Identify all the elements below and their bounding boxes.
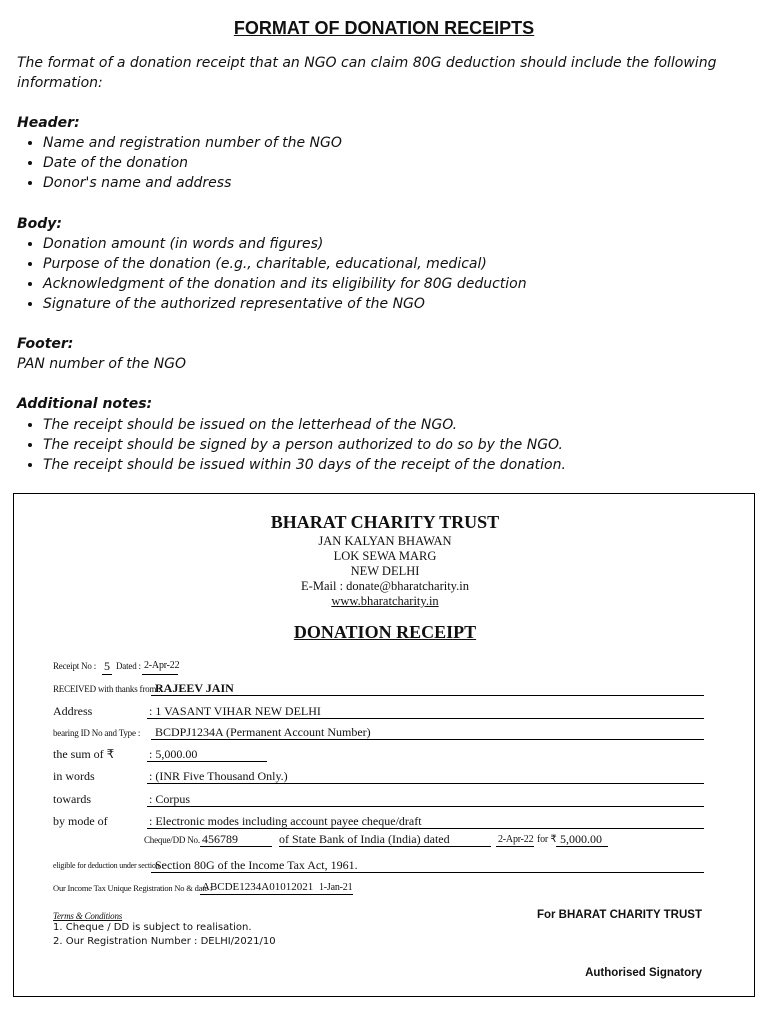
page-title: FORMAT OF DONATION RECEIPTS [233,18,535,38]
website-link[interactable]: www.bharatcharity.in [331,594,439,608]
receipt-date: 2-Apr-22 [144,660,180,671]
intro-paragraph: The format of a donation receipt that an NGO can claim 80G deduction should include the following information: [17,55,717,91]
email-line: E-Mail : donate@bharatcharity.in [301,579,469,593]
dated-label: Dated : [116,661,141,671]
authorised-signatory: Authorised Signatory [585,967,702,979]
registration-date: 1-Jan-21 [319,882,353,893]
towards-label: towards [53,792,91,806]
list-item: • Name and registration number of the NGO [43,133,342,153]
received-label: RECEIVED with thanks from : [53,684,161,694]
donor-id: BCDPJ1234A (Permanent Account Number) [155,725,371,739]
cheque-date: 2-Apr-22 [498,834,534,845]
sum-label: the sum of ₹ [53,747,115,761]
terms-heading: Terms & Conditions [53,911,123,921]
receipt-title: DONATION RECEIPT [293,622,477,642]
receipt-no: 5 [104,659,110,673]
address-line: JAN KALYAN BHAWAN [318,534,452,548]
list-item: • Date of the donation [43,153,342,173]
registration-label: Our Income Tax Unique Registration No & date : [53,883,213,893]
list-item: • Acknowledgment of the donation and its eligibility for 80G deduction [43,274,527,294]
terms-item: 2. Our Registration Number : DELHI/2021/10 [53,936,276,947]
words-value: : (INR Five Thousand Only.) [149,769,288,783]
section-label: eligible for deduction under section : [53,861,164,870]
terms-item: 1. Cheque / DD is subject to realisation. [53,922,252,933]
words-label: in words [53,769,95,783]
list-item: • Donation amount (in words and figures) [43,234,527,254]
address-line: NEW DELHI [350,564,420,578]
sum-value: : 5,000.00 [149,747,198,761]
cheque-label: Cheque/DD No. [144,835,200,845]
list-item: • Donor's name and address [43,173,342,193]
list-item: • Purpose of the donation (e.g., charitable, educational, medical) [43,254,527,274]
mode-value: : Electronic modes including account payee cheque/draft [149,814,422,828]
registration-no: ABCDE1234A01012021 [202,881,314,893]
body-heading: Body: [17,216,63,232]
bank-text: of State Bank of India (India) dated [279,832,450,846]
header-list [17,133,342,193]
additional-heading: Additional notes: [17,396,153,412]
section-value: Section 80G of the Income Tax Act, 1961. [155,858,358,872]
address-label: Address [53,704,93,718]
donation-receipt [13,493,755,997]
list-item: • The receipt should be signed by a person authorized to do so by the NGO. [43,435,566,455]
additional-list [17,415,566,475]
cheque-no: 456789 [202,832,238,846]
footer-heading: Footer: [17,336,74,352]
list-item: • The receipt should be issued within 30 days of the receipt of the donation. [43,455,566,475]
address-line: LOK SEWA MARG [333,549,437,563]
trust-name: BHARAT CHARITY TRUST [270,512,500,532]
towards-value: : Corpus [149,792,191,806]
list-item: • The receipt should be issued on the letterhead of the NGO. [43,415,566,435]
list-item: • Signature of the authorized representative of the NGO [43,294,527,314]
receipt-no-label: Receipt No : [53,661,97,671]
donor-address: : 1 VASANT VIHAR NEW DELHI [149,704,321,718]
id-label: bearing ID No and Type : [53,728,141,738]
header-heading: Header: [17,115,80,131]
for-trust: For BHARAT CHARITY TRUST [536,909,702,921]
body-list [17,234,527,314]
footer-text: PAN number of the NGO [17,356,187,372]
mode-label: by mode of [53,814,108,828]
cheque-amount: 5,000.00 [560,832,602,846]
cheque-for-label: for ₹ [537,834,557,845]
donor-name: RAJEEV JAIN [155,681,234,695]
